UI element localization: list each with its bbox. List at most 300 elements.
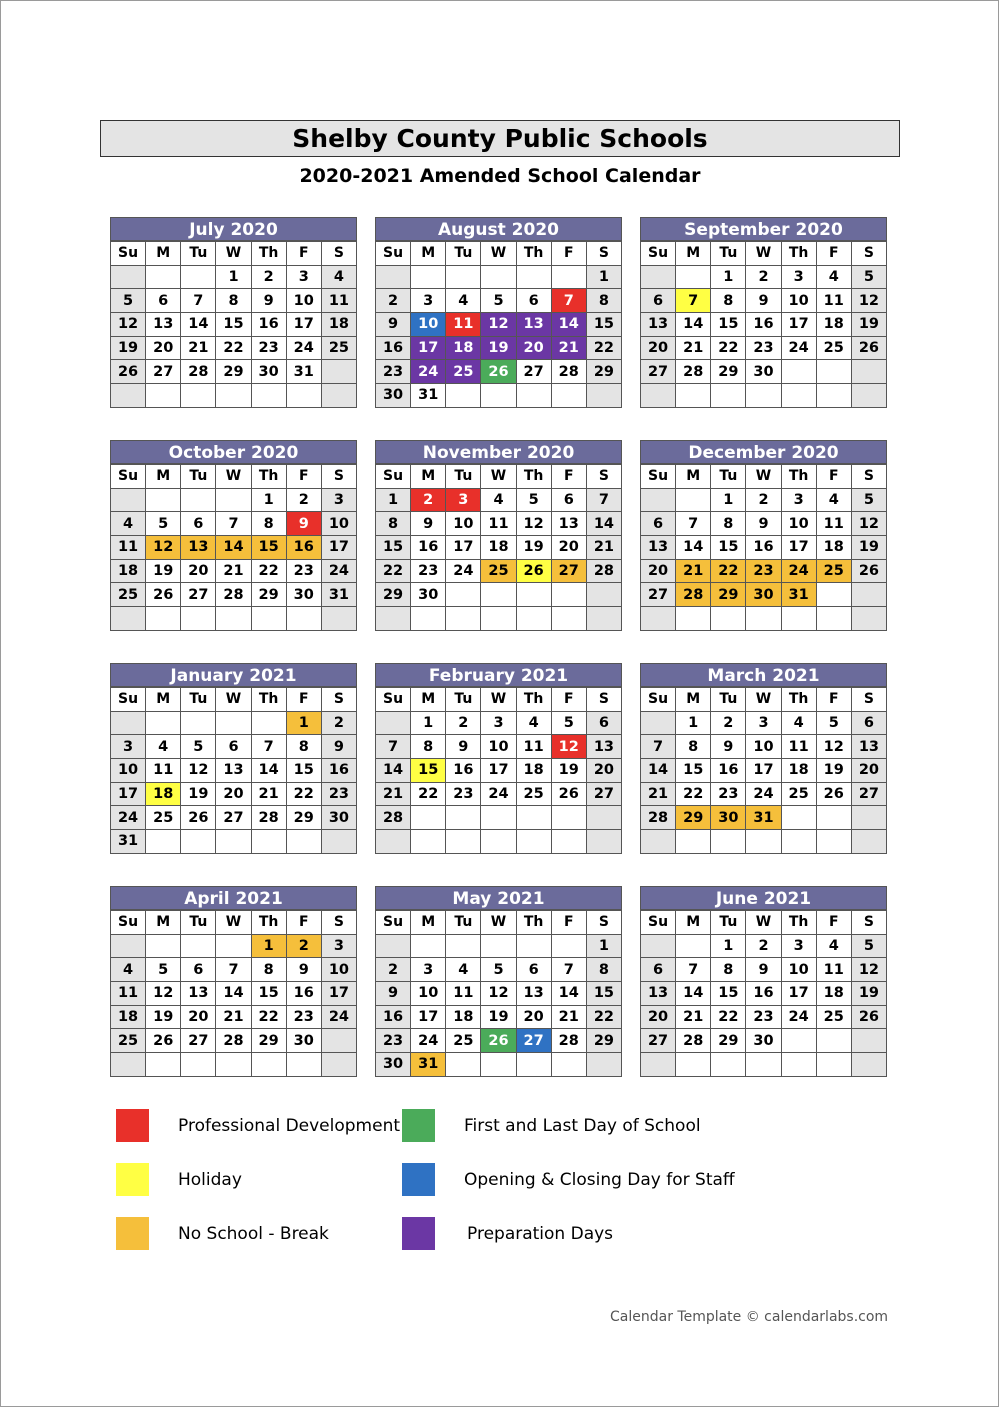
day-cell: 17 — [411, 1005, 446, 1029]
empty-cell — [146, 830, 181, 854]
day-cell: 15 — [711, 982, 746, 1006]
month-april-2021 — [110, 886, 357, 1077]
day-cell: 11 — [481, 512, 516, 536]
day-cell: 10 — [781, 958, 816, 982]
day-cell: 28 — [216, 583, 251, 607]
empty-cell — [216, 607, 251, 631]
day-cell: 22 — [411, 782, 446, 806]
day-cell: 5 — [851, 265, 886, 289]
day-cell: 24 — [111, 806, 146, 830]
day-cell: 11 — [816, 289, 851, 313]
day-cell: 30 — [286, 583, 321, 607]
weekday-label: S — [586, 688, 621, 712]
day-cell: 28 — [676, 583, 711, 607]
empty-cell — [641, 265, 676, 289]
day-cell: 3 — [321, 934, 356, 958]
weekday-label: M — [146, 465, 181, 489]
empty-cell — [851, 384, 886, 408]
day-cell: 26 — [851, 336, 886, 360]
day-cell: 13 — [851, 735, 886, 759]
empty-cell — [481, 806, 516, 830]
day-cell: 26 — [851, 559, 886, 583]
month-june-2021 — [640, 886, 887, 1077]
day-cell: 25 — [516, 782, 551, 806]
empty-cell — [781, 1029, 816, 1053]
day-cell: 28 — [676, 1029, 711, 1053]
empty-cell — [676, 265, 711, 289]
day-cell: 15 — [711, 536, 746, 560]
day-cell: 21 — [586, 536, 621, 560]
weekday-label: Su — [376, 242, 411, 266]
day-cell: 29 — [711, 1029, 746, 1053]
day-cell: 11 — [781, 735, 816, 759]
day-cell: 22 — [711, 1005, 746, 1029]
empty-cell — [481, 583, 516, 607]
day-cell: 17 — [746, 759, 781, 783]
day-cell: 31 — [111, 830, 146, 854]
month-may-2021 — [375, 886, 622, 1077]
day-cell: 21 — [551, 1005, 586, 1029]
weekday-label: Su — [111, 242, 146, 266]
empty-cell — [711, 830, 746, 854]
legend-swatch-blue — [402, 1163, 435, 1196]
day-cell: 27 — [181, 583, 216, 607]
day-cell: 18 — [111, 1005, 146, 1029]
day-cell: 5 — [516, 488, 551, 512]
empty-cell — [216, 830, 251, 854]
day-cell: 19 — [146, 559, 181, 583]
day-cell: 18 — [816, 982, 851, 1006]
day-cell: 9 — [321, 735, 356, 759]
day-cell: 28 — [551, 360, 586, 384]
day-cell: 3 — [321, 488, 356, 512]
day-cell: 29 — [676, 806, 711, 830]
day-cell: 15 — [586, 313, 621, 337]
empty-cell — [851, 360, 886, 384]
day-cell: 18 — [111, 559, 146, 583]
legend-item-preparation-days — [402, 1217, 435, 1250]
empty-cell — [851, 1053, 886, 1077]
empty-cell — [181, 711, 216, 735]
weekday-label: F — [551, 242, 586, 266]
day-cell: 17 — [446, 536, 481, 560]
day-cell: 27 — [641, 1029, 676, 1053]
empty-cell — [816, 1053, 851, 1077]
day-cell: 27 — [551, 559, 586, 583]
month-grid — [110, 910, 357, 1077]
day-cell: 2 — [251, 265, 286, 289]
empty-cell — [321, 1053, 356, 1077]
empty-cell — [321, 1029, 356, 1053]
empty-cell — [111, 934, 146, 958]
empty-cell — [411, 934, 446, 958]
weekday-label: M — [146, 911, 181, 935]
day-cell: 18 — [446, 336, 481, 360]
empty-cell — [111, 1053, 146, 1077]
day-cell: 14 — [676, 536, 711, 560]
legend-label-no-school-break: No School - Break — [178, 1224, 329, 1244]
legend-label-opening-closing: Opening & Closing Day for Staff — [464, 1170, 735, 1190]
weekday-label: Tu — [181, 688, 216, 712]
empty-cell — [251, 830, 286, 854]
day-cell: 27 — [516, 1029, 551, 1053]
weekday-label: F — [551, 465, 586, 489]
weekday-label: M — [411, 911, 446, 935]
day-cell: 5 — [146, 958, 181, 982]
month-header: July 2020 — [110, 217, 357, 241]
day-cell: 19 — [551, 759, 586, 783]
empty-cell — [781, 360, 816, 384]
weekday-label: Tu — [181, 911, 216, 935]
weekday-label: M — [146, 242, 181, 266]
day-cell: 8 — [216, 289, 251, 313]
day-cell: 13 — [146, 313, 181, 337]
day-cell: 1 — [676, 711, 711, 735]
day-cell: 15 — [251, 536, 286, 560]
day-cell: 21 — [676, 336, 711, 360]
empty-cell — [111, 711, 146, 735]
weekday-label: Th — [781, 465, 816, 489]
month-header: February 2021 — [375, 663, 622, 687]
day-cell: 21 — [216, 1005, 251, 1029]
day-cell: 13 — [551, 512, 586, 536]
empty-cell — [641, 1053, 676, 1077]
day-cell: 23 — [286, 1005, 321, 1029]
weekday-label: M — [676, 465, 711, 489]
day-cell: 17 — [411, 336, 446, 360]
day-cell: 20 — [516, 336, 551, 360]
day-cell: 20 — [551, 536, 586, 560]
day-cell: 25 — [111, 1029, 146, 1053]
day-cell: 21 — [251, 782, 286, 806]
day-cell: 7 — [551, 289, 586, 313]
day-cell: 8 — [251, 958, 286, 982]
day-cell: 23 — [746, 559, 781, 583]
day-cell: 26 — [146, 583, 181, 607]
weekday-label: Th — [516, 465, 551, 489]
month-grid — [375, 464, 622, 631]
empty-cell — [446, 830, 481, 854]
day-cell: 29 — [216, 360, 251, 384]
empty-cell — [411, 265, 446, 289]
day-cell: 29 — [286, 806, 321, 830]
empty-cell — [146, 711, 181, 735]
day-cell: 6 — [851, 711, 886, 735]
day-cell: 16 — [411, 536, 446, 560]
day-cell: 24 — [481, 782, 516, 806]
day-cell: 10 — [286, 289, 321, 313]
day-cell: 6 — [586, 711, 621, 735]
day-cell: 11 — [816, 958, 851, 982]
empty-cell — [481, 1053, 516, 1077]
day-cell: 22 — [586, 1005, 621, 1029]
weekday-label: M — [676, 911, 711, 935]
day-cell: 2 — [411, 488, 446, 512]
weekday-label: Tu — [181, 242, 216, 266]
day-cell: 30 — [376, 384, 411, 408]
weekday-label: Th — [781, 688, 816, 712]
empty-cell — [146, 607, 181, 631]
weekday-label: S — [586, 911, 621, 935]
day-cell: 10 — [746, 735, 781, 759]
day-cell: 24 — [781, 336, 816, 360]
empty-cell — [816, 830, 851, 854]
day-cell: 9 — [711, 735, 746, 759]
empty-cell — [551, 806, 586, 830]
weekday-label: M — [676, 688, 711, 712]
day-cell: 3 — [411, 289, 446, 313]
day-cell: 19 — [481, 336, 516, 360]
empty-cell — [551, 830, 586, 854]
day-cell: 19 — [146, 1005, 181, 1029]
weekday-label: S — [586, 242, 621, 266]
day-cell: 4 — [516, 711, 551, 735]
empty-cell — [851, 1029, 886, 1053]
day-cell: 22 — [711, 559, 746, 583]
day-cell: 19 — [181, 782, 216, 806]
weekday-label: Th — [251, 465, 286, 489]
empty-cell — [181, 607, 216, 631]
day-cell: 21 — [551, 336, 586, 360]
day-cell: 12 — [111, 313, 146, 337]
day-cell: 5 — [111, 289, 146, 313]
day-cell: 15 — [676, 759, 711, 783]
day-cell: 4 — [146, 735, 181, 759]
weekday-label: W — [746, 688, 781, 712]
weekday-label: M — [411, 242, 446, 266]
empty-cell — [216, 384, 251, 408]
day-cell: 27 — [586, 782, 621, 806]
day-cell: 4 — [446, 958, 481, 982]
weekday-label: W — [481, 242, 516, 266]
weekday-label: S — [851, 465, 886, 489]
empty-cell — [781, 607, 816, 631]
month-december-2020 — [640, 440, 887, 631]
day-cell: 6 — [516, 289, 551, 313]
empty-cell — [481, 607, 516, 631]
day-cell: 28 — [376, 806, 411, 830]
empty-cell — [286, 607, 321, 631]
day-cell: 12 — [516, 512, 551, 536]
empty-cell — [676, 830, 711, 854]
weekday-label: S — [321, 688, 356, 712]
empty-cell — [446, 806, 481, 830]
day-cell: 19 — [851, 313, 886, 337]
day-cell: 16 — [286, 982, 321, 1006]
day-cell: 5 — [481, 289, 516, 313]
empty-cell — [551, 934, 586, 958]
day-cell: 2 — [746, 934, 781, 958]
weekday-label: Su — [641, 242, 676, 266]
day-cell: 26 — [851, 1005, 886, 1029]
month-header: May 2021 — [375, 886, 622, 910]
empty-cell — [586, 806, 621, 830]
month-grid — [640, 687, 887, 854]
day-cell: 30 — [746, 360, 781, 384]
empty-cell — [111, 265, 146, 289]
day-cell: 29 — [711, 583, 746, 607]
day-cell: 9 — [411, 512, 446, 536]
day-cell: 8 — [586, 289, 621, 313]
day-cell: 1 — [286, 711, 321, 735]
empty-cell — [481, 934, 516, 958]
day-cell: 21 — [181, 336, 216, 360]
day-cell: 14 — [216, 536, 251, 560]
day-cell: 5 — [551, 711, 586, 735]
weekday-label: M — [676, 242, 711, 266]
day-cell: 31 — [321, 583, 356, 607]
day-cell: 22 — [216, 336, 251, 360]
day-cell: 14 — [641, 759, 676, 783]
empty-cell — [111, 488, 146, 512]
day-cell: 11 — [321, 289, 356, 313]
day-cell: 27 — [641, 583, 676, 607]
day-cell: 2 — [321, 711, 356, 735]
day-cell: 7 — [216, 958, 251, 982]
empty-cell — [816, 607, 851, 631]
day-cell: 30 — [746, 583, 781, 607]
day-cell: 15 — [216, 313, 251, 337]
day-cell: 28 — [641, 806, 676, 830]
day-cell: 17 — [321, 536, 356, 560]
day-cell: 9 — [446, 735, 481, 759]
weekday-label: Su — [376, 911, 411, 935]
day-cell: 4 — [446, 289, 481, 313]
day-cell: 13 — [216, 759, 251, 783]
weekday-label: F — [286, 688, 321, 712]
day-cell: 22 — [676, 782, 711, 806]
legend-label-professional-development: Professional Development — [178, 1116, 401, 1136]
empty-cell — [216, 711, 251, 735]
month-grid — [110, 687, 357, 854]
day-cell: 16 — [376, 336, 411, 360]
empty-cell — [516, 806, 551, 830]
day-cell: 20 — [641, 559, 676, 583]
month-header: October 2020 — [110, 440, 357, 464]
empty-cell — [551, 384, 586, 408]
day-cell: 7 — [676, 958, 711, 982]
empty-cell — [516, 607, 551, 631]
empty-cell — [251, 1053, 286, 1077]
empty-cell — [586, 384, 621, 408]
empty-cell — [146, 934, 181, 958]
day-cell: 16 — [376, 1005, 411, 1029]
empty-cell — [516, 934, 551, 958]
day-cell: 25 — [446, 360, 481, 384]
empty-cell — [641, 488, 676, 512]
month-grid — [375, 687, 622, 854]
day-cell: 9 — [286, 958, 321, 982]
day-cell: 7 — [551, 958, 586, 982]
day-cell: 8 — [411, 735, 446, 759]
empty-cell — [816, 806, 851, 830]
day-cell: 8 — [376, 512, 411, 536]
day-cell: 13 — [641, 982, 676, 1006]
day-cell: 11 — [111, 536, 146, 560]
empty-cell — [446, 607, 481, 631]
empty-cell — [181, 265, 216, 289]
day-cell: 1 — [216, 265, 251, 289]
month-january-2021 — [110, 663, 357, 854]
day-cell: 21 — [676, 559, 711, 583]
day-cell: 2 — [446, 711, 481, 735]
weekday-label: W — [481, 688, 516, 712]
day-cell: 22 — [286, 782, 321, 806]
day-cell: 2 — [376, 958, 411, 982]
day-cell: 10 — [321, 958, 356, 982]
day-cell: 16 — [711, 759, 746, 783]
empty-cell — [551, 607, 586, 631]
day-cell: 5 — [181, 735, 216, 759]
weekday-label: Tu — [711, 688, 746, 712]
day-cell: 16 — [286, 536, 321, 560]
month-header: April 2021 — [110, 886, 357, 910]
day-cell: 13 — [516, 982, 551, 1006]
day-cell: 3 — [111, 735, 146, 759]
month-march-2021 — [640, 663, 887, 854]
day-cell: 21 — [641, 782, 676, 806]
day-cell: 9 — [746, 289, 781, 313]
day-cell: 22 — [376, 559, 411, 583]
day-cell: 10 — [781, 512, 816, 536]
day-cell: 19 — [516, 536, 551, 560]
day-cell: 30 — [746, 1029, 781, 1053]
day-cell: 18 — [481, 536, 516, 560]
day-cell: 6 — [146, 289, 181, 313]
legend-swatch-red — [116, 1109, 149, 1142]
day-cell: 18 — [146, 782, 181, 806]
day-cell: 4 — [111, 512, 146, 536]
empty-cell — [746, 384, 781, 408]
empty-cell — [181, 830, 216, 854]
day-cell: 5 — [481, 958, 516, 982]
month-header: March 2021 — [640, 663, 887, 687]
day-cell: 26 — [481, 1029, 516, 1053]
weekday-label: W — [481, 911, 516, 935]
empty-cell — [446, 265, 481, 289]
day-cell: 30 — [376, 1053, 411, 1077]
month-february-2021 — [375, 663, 622, 854]
legend-swatch-purple — [402, 1217, 435, 1250]
day-cell: 8 — [586, 958, 621, 982]
empty-cell — [676, 934, 711, 958]
weekday-label: Su — [641, 688, 676, 712]
day-cell: 24 — [781, 1005, 816, 1029]
day-cell: 23 — [286, 559, 321, 583]
empty-cell — [676, 1053, 711, 1077]
day-cell: 6 — [516, 958, 551, 982]
day-cell: 13 — [641, 536, 676, 560]
day-cell: 26 — [481, 360, 516, 384]
empty-cell — [216, 488, 251, 512]
empty-cell — [251, 607, 286, 631]
day-cell: 24 — [321, 1005, 356, 1029]
empty-cell — [586, 1053, 621, 1077]
day-cell: 26 — [181, 806, 216, 830]
day-cell: 25 — [781, 782, 816, 806]
day-cell: 12 — [851, 289, 886, 313]
day-cell: 26 — [816, 782, 851, 806]
day-cell: 25 — [481, 559, 516, 583]
day-cell: 25 — [111, 583, 146, 607]
day-cell: 26 — [551, 782, 586, 806]
empty-cell — [181, 934, 216, 958]
day-cell: 21 — [676, 1005, 711, 1029]
day-cell: 7 — [676, 512, 711, 536]
empty-cell — [286, 384, 321, 408]
day-cell: 4 — [781, 711, 816, 735]
empty-cell — [781, 806, 816, 830]
